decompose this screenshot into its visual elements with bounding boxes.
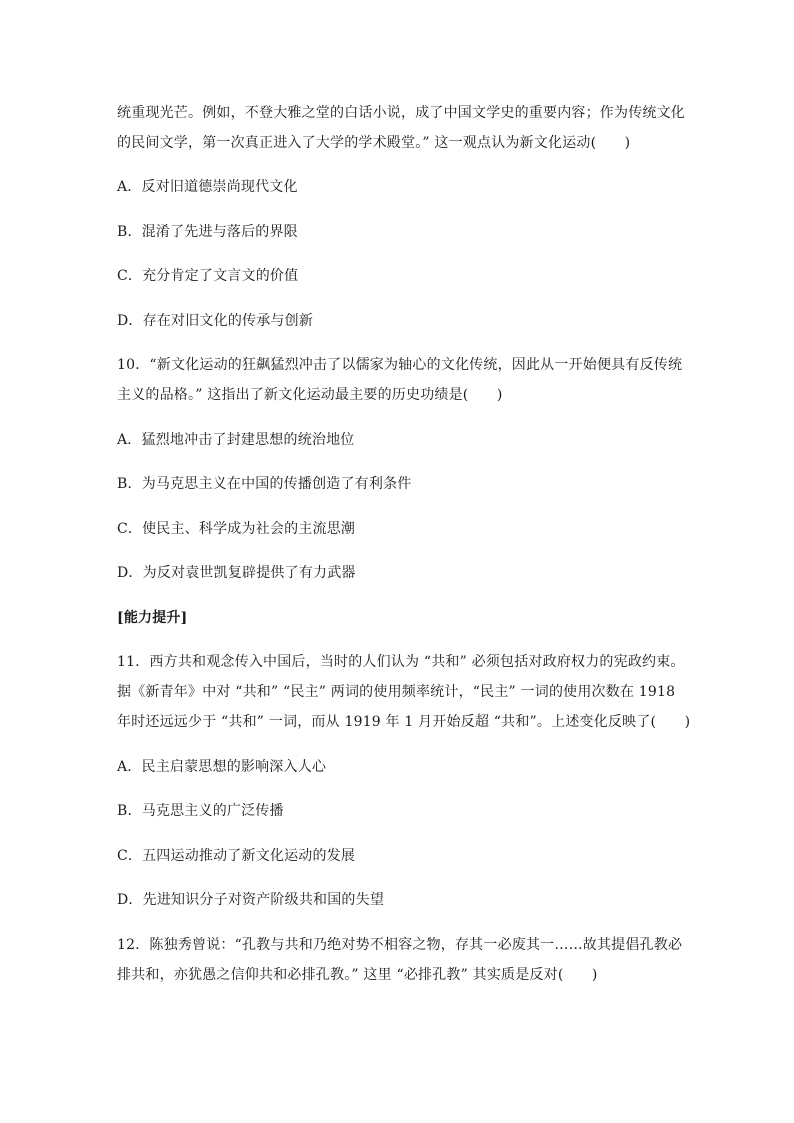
question-9-stem-line-2: 的民间文学，第一次真正进入了大学的学术殿堂。” 这一观点认为新文化运动( ) bbox=[117, 135, 631, 151]
section-title: [能力提升] bbox=[117, 610, 188, 626]
question-10-stem-line-1: 10．“新文化运动的狂飙猛烈冲击了以儒家为轴心的文化传统，因此从一开始便具有反传统 bbox=[117, 357, 683, 373]
question-10-option-a: A．猛烈地冲击了封建思想的统治地位 bbox=[117, 432, 355, 448]
question-9-stem-line-1: 统重现光芒。例如，不登大雅之堂的白话小说，成了中国文学史的重要内容；作为传统文化 bbox=[117, 105, 685, 121]
question-10-option-d: D．为反对袁世凯复辟提供了有力武器 bbox=[117, 565, 356, 581]
question-11-option-a: A．民主启蒙思想的影响深入人心 bbox=[117, 759, 327, 775]
question-9-option-a: A．反对旧道德崇尚现代文化 bbox=[117, 179, 298, 195]
question-11-option-d: D．先进知识分子对资产阶级共和国的失望 bbox=[117, 892, 385, 908]
question-11-stem-line-2: 据《新青年》中对 “共和” “民主” 两词的使用频率统计，“民主” 一词的使用次数在 1918 bbox=[117, 684, 676, 700]
question-10-stem-line-2: 主义的品格。” 这指出了新文化运动最主要的历史功绩是( ) bbox=[117, 387, 503, 403]
question-11-option-c: C．五四运动推动了新文化运动的发展 bbox=[117, 848, 356, 864]
question-11-option-b: B．马克思主义的广泛传播 bbox=[117, 803, 284, 819]
question-10-option-c: C．使民主、科学成为社会的主流思潮 bbox=[117, 521, 356, 537]
question-9-option-d: D．存在对旧文化的传承与创新 bbox=[117, 313, 314, 329]
question-9-option-b: B．混淆了先进与落后的界限 bbox=[117, 224, 298, 240]
question-10-option-b: B．为马克思主义在中国的传播创造了有利条件 bbox=[117, 476, 412, 492]
question-12-stem-line-2: 排共和，亦犹愚之信仰共和必排孔教。” 这里 “必排孔教” 其实质是反对( ) bbox=[117, 967, 598, 983]
question-11-stem-line-1: 11．西方共和观念传入中国后，当时的人们认为 “共和” 必须包括对政府权力的宪政约束。 bbox=[117, 654, 685, 670]
question-11-stem-line-3: 年时还远远少于 “共和” 一词，而从 1919 年 1 月开始反超 “共和”。上述变化反映了( ) bbox=[117, 714, 691, 730]
question-12-stem-line-1: 12．陈独秀曾说：“孔教与共和乃绝对势不相容之物，存其一必废其一……故其提倡孔教必 bbox=[117, 937, 683, 953]
question-9-option-c: C．充分肯定了文言文的价值 bbox=[117, 268, 299, 284]
